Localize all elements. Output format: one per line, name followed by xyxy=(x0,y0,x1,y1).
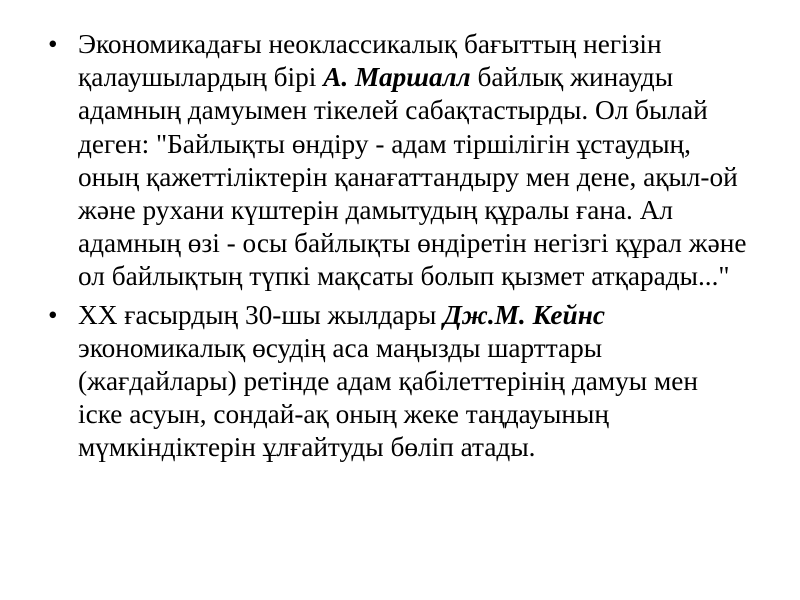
bullet-item-marshall xyxy=(48,28,748,294)
bullet-author-name: Дж.М. Кейнс xyxy=(443,299,605,330)
bullet-item-keynes xyxy=(48,299,748,465)
bullet-marker: • xyxy=(48,29,58,59)
bullet-text xyxy=(78,28,748,294)
bullet-marker: • xyxy=(48,299,58,330)
bullet-text-after: экономикалық өсудің аса маңызды шарттары (жағдайлары) ретінде адам қабілеттерінің дамуы мен іске асуын, сондай-ақ оның жеке таңдауының мүмкіндіктерін ұлғайтуды бөліп атады. xyxy=(78,332,698,463)
bullet-author-name: А. Маршалл xyxy=(323,62,471,93)
bullet-text-before: Экономикадағы неоклассикалық бағыттың негізін қалаушылардың бірі xyxy=(78,29,662,93)
bullet-text xyxy=(78,299,748,465)
bullet-text-before: XX ғасырдың 30-шы жылдары xyxy=(78,299,444,330)
bullet-text-after: байлық жинауды адамның дамуымен тікелей сабақтастырды. Ол былай деген: "Байлықты өндіру - адам тіршілігін ұстаудың, оның қажеттіліктерін қанағаттандыру мен дене, ақыл-ой және рухани күштерін дамытудың құралы ғана. Ал адамның өзі - осы байлықты өндіретін негізгі құрал және ол байлықтың түпкі мақсаты болып қызмет атқарады..." xyxy=(78,62,747,292)
bullet-list xyxy=(48,28,748,470)
